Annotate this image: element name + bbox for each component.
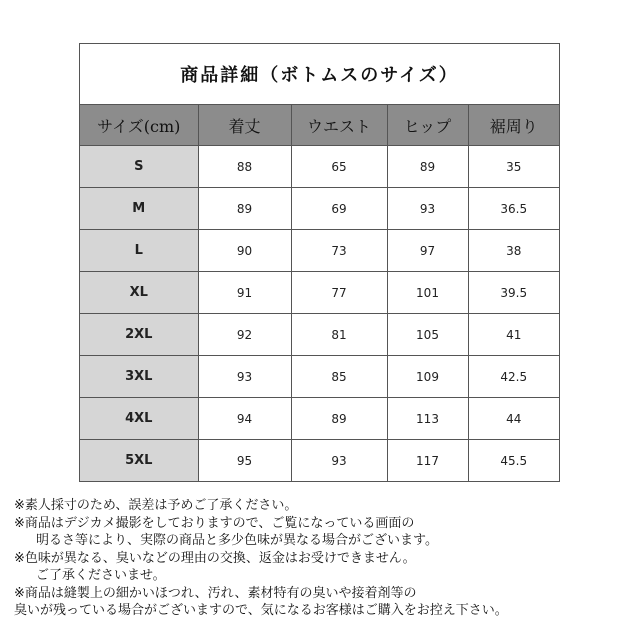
size-label: 2XL [80, 314, 198, 356]
size-label: S [80, 146, 198, 188]
note-photo-cont: 明るさ等により、実際の商品と多少色味が異なる場合がございます。 [36, 533, 438, 548]
header-size: サイズ(cm) [80, 105, 198, 146]
hip-value: 105 [387, 314, 468, 356]
length-value: 94 [198, 398, 291, 440]
waist-value: 73 [291, 230, 387, 272]
hip-value: 113 [387, 398, 468, 440]
header-length: 着丈 [198, 105, 291, 146]
table-title: 商品詳細（ボトムスのサイズ） [80, 44, 559, 105]
hem-value: 35 [468, 146, 559, 188]
table-row [80, 188, 559, 230]
hip-value: 89 [387, 146, 468, 188]
length-value: 89 [198, 188, 291, 230]
hem-value: 45.5 [468, 440, 559, 482]
hem-value: 36.5 [468, 188, 559, 230]
note-measurement: ※素人採寸のため、誤差は予めご了承ください。 [14, 498, 298, 513]
length-value: 95 [198, 440, 291, 482]
waist-value: 77 [291, 272, 387, 314]
note-sewing-cont: 臭いが残っている場合がございますので、気になるお客様はご購入をお控え下さい。 [14, 603, 508, 618]
note-exchange-cont: ご了承くださいませ。 [36, 568, 166, 583]
note-sewing: ※商品は縫製上の細かいほつれ、汚れ、素材特有の臭いや接着剤等の [14, 585, 417, 601]
header-hem: 裾周り [468, 105, 559, 146]
length-value: 93 [198, 356, 291, 398]
table-row [80, 398, 559, 440]
hip-value: 109 [387, 356, 468, 398]
size-label: XL [80, 272, 198, 314]
size-label: 3XL [80, 356, 198, 398]
size-label: 5XL [80, 440, 198, 482]
table-row [80, 272, 559, 314]
length-value: 88 [198, 146, 291, 188]
header-waist: ウエスト [291, 105, 387, 146]
waist-value: 69 [291, 188, 387, 230]
header-hip: ヒップ [387, 105, 468, 146]
size-label: L [80, 230, 198, 272]
size-grid [80, 105, 559, 481]
hip-value: 93 [387, 188, 468, 230]
size-label: 4XL [80, 398, 198, 440]
length-value: 90 [198, 230, 291, 272]
size-table [79, 43, 560, 482]
note-photo: ※商品はデジカメ撮影をしておりますので、ご覧になっている画面の [14, 515, 415, 531]
table-row [80, 146, 559, 188]
hem-value: 42.5 [468, 356, 559, 398]
hip-value: 117 [387, 440, 468, 482]
hem-value: 41 [468, 314, 559, 356]
hem-value: 44 [468, 398, 559, 440]
header-row [80, 105, 559, 146]
waist-value: 81 [291, 314, 387, 356]
size-label: M [80, 188, 198, 230]
waist-value: 89 [291, 398, 387, 440]
waist-value: 65 [291, 146, 387, 188]
hem-value: 38 [468, 230, 559, 272]
table-row [80, 230, 559, 272]
hip-value: 97 [387, 230, 468, 272]
hem-value: 39.5 [468, 272, 559, 314]
length-value: 91 [198, 272, 291, 314]
waist-value: 85 [291, 356, 387, 398]
table-row [80, 314, 559, 356]
notes-section [14, 497, 634, 620]
table-row [80, 440, 559, 482]
length-value: 92 [198, 314, 291, 356]
note-exchange: ※色味が異なる、臭いなどの理由の交換、返金はお受けできません。 [14, 550, 416, 566]
table-row [80, 356, 559, 398]
hip-value: 101 [387, 272, 468, 314]
waist-value: 93 [291, 440, 387, 482]
